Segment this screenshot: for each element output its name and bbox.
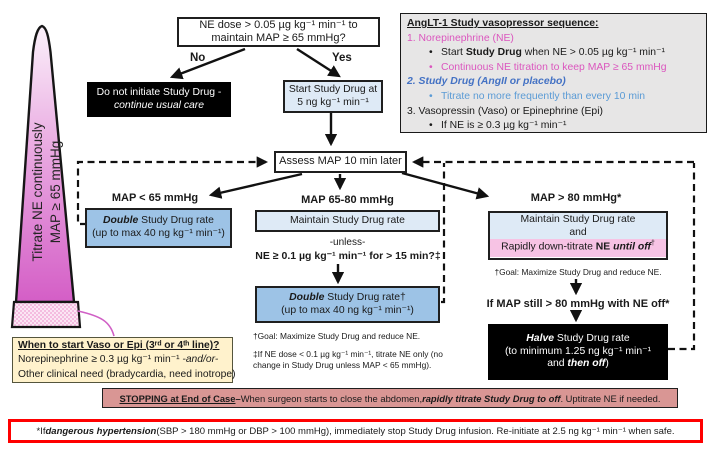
panel-item3: 3. Vasopressin (Vaso) or Epinephrine (Epi) <box>407 105 603 117</box>
stopping-end-of-case-bar: STOPPING at End of Case – When surgeon starts to close the abdomen, rapidly titrate Study Drug to off . Uptitrate NE if needed. <box>102 388 678 408</box>
halve-line2: (to minimum 1.25 ng kg⁻¹ min⁻¹ <box>504 345 652 357</box>
question-line1: NE dose > 0.05 µg kg⁻¹ min⁻¹ to <box>199 18 358 31</box>
footnote-goal-high: †Goal: Maximize Study Drug and reduce NE. <box>494 267 662 277</box>
double-low-line2: (up to max 40 ng kg⁻¹ min⁻¹) <box>92 228 225 239</box>
dashed-loop-halve <box>668 163 694 349</box>
map-high-label: MAP > 80 mmHg* <box>530 192 622 204</box>
no-box-line2: continue usual care <box>113 99 205 111</box>
panel-title: AngLT-1 Study vasopressor sequence: <box>407 18 599 29</box>
ne-cone-label-line2: MAP ≥ 65 mmHg <box>48 140 63 244</box>
halve-rate-box <box>488 324 668 380</box>
ne-condition-label: NE ≥ 0.1 µg kg⁻¹ min⁻¹ for > 15 min?‡ <box>255 250 441 262</box>
question-line2: maintain MAP ≥ 65 mmHg? <box>211 32 346 44</box>
maintain-mid-text: Maintain Study Drug rate <box>290 214 405 226</box>
assess-map-box <box>274 151 407 173</box>
ne-cone-label-line1: Titrate NE continuously <box>30 122 45 262</box>
panel-item1-bullet1: • Start Study Drug when NE > 0.05 µg kg⁻¹ min⁻¹ <box>429 47 665 59</box>
double-mid-line2: (up to max 40 ng kg⁻¹ min⁻¹) <box>281 304 414 316</box>
start-box-line2: 5 ng kg⁻¹ min⁻¹ <box>297 96 369 108</box>
assess-text: Assess MAP 10 min later <box>279 155 402 168</box>
panel-item1-bullet2: • Continuous NE titration to keep MAP ≥ 65 mmHg <box>429 61 667 73</box>
cone-to-vasobox-connector <box>78 311 114 336</box>
footnote-goal-mid: †Goal: Maximize Study Drug and reduce NE. <box>253 331 421 341</box>
no-box-line1: Do not initiate Study Drug - <box>96 86 222 98</box>
ne-cone-base-hatch <box>12 302 80 327</box>
yes-branch-label: Yes <box>332 52 352 64</box>
panel-item2: 2. Study Drug (AngII or placebo) <box>407 76 566 88</box>
double-low-line1: Double Study Drug rate <box>103 215 214 227</box>
vasobox-title: When to start Vaso or Epi (3ʳᵈ or 4ᵗʰ line)? <box>18 340 220 351</box>
ne-titration-cone <box>16 26 74 302</box>
no-branch-label: No <box>190 52 206 64</box>
double-rate-box-mid <box>255 286 440 323</box>
maintain-high-section: Maintain Study Drug rate and <box>490 213 666 239</box>
map-low-label: MAP < 65 mmHg <box>111 192 199 204</box>
double-rate-box-low <box>85 208 232 248</box>
halve-line3: and then off) <box>547 358 609 370</box>
ne-dose-question-box <box>177 17 380 47</box>
start-study-drug-box <box>283 80 383 113</box>
maintain-downtitrate-box <box>488 211 668 260</box>
maintain-rate-box-mid <box>255 210 440 232</box>
downtitrate-ne-section: Rapidly down-titrate NE until off† <box>490 239 666 256</box>
arrow-assess-to-low <box>211 174 302 195</box>
dangerous-hypertension-bar: *If dangerous hypertension (SBP > 180 mmHg or DBP > 100 mmHg), immediately stop Study Drug infusion. Re-initiate at 2.5 ng kg⁻¹ min⁻¹ when safe. <box>8 419 703 443</box>
panel-item2-bullet1: • Titrate no more frequently than every 10 min <box>429 90 646 102</box>
panel-item3-bullet1: • If NE is ≥ 0.3 µg kg⁻¹ min⁻¹ <box>429 120 567 132</box>
halve-line1: Halve Study Drug rate <box>526 332 630 344</box>
unless-label: -unless- <box>329 237 366 248</box>
vasobox-line3: Other clinical need (bradycardia, need inotrope) <box>18 368 236 380</box>
map-mid-label: MAP 65-80 mmHg <box>301 194 394 206</box>
study-sequence-panel <box>400 13 707 133</box>
double-mid-line1: Double Study Drug rate† <box>289 291 406 303</box>
start-box-line1: Start Study Drug at <box>288 83 378 95</box>
footnote-ne-dose: ‡If NE dose < 0.1 µg kg⁻¹ min⁻¹, titrate NE only (no change in Study Drug unless MAP < 65 mmHg). <box>253 349 443 370</box>
do-not-initiate-box <box>87 82 231 117</box>
vasobox-line2: Norepinephrine ≥ 0.3 µg kg⁻¹ min⁻¹ -and/or- <box>18 354 219 366</box>
vaso-epi-criteria-box <box>12 337 236 383</box>
arrow-no <box>172 49 245 77</box>
panel-item1: 1. Norepinephrine (NE) <box>407 32 514 44</box>
if-map-still-high-label: If MAP still > 80 mmHg with NE off* <box>486 298 670 310</box>
